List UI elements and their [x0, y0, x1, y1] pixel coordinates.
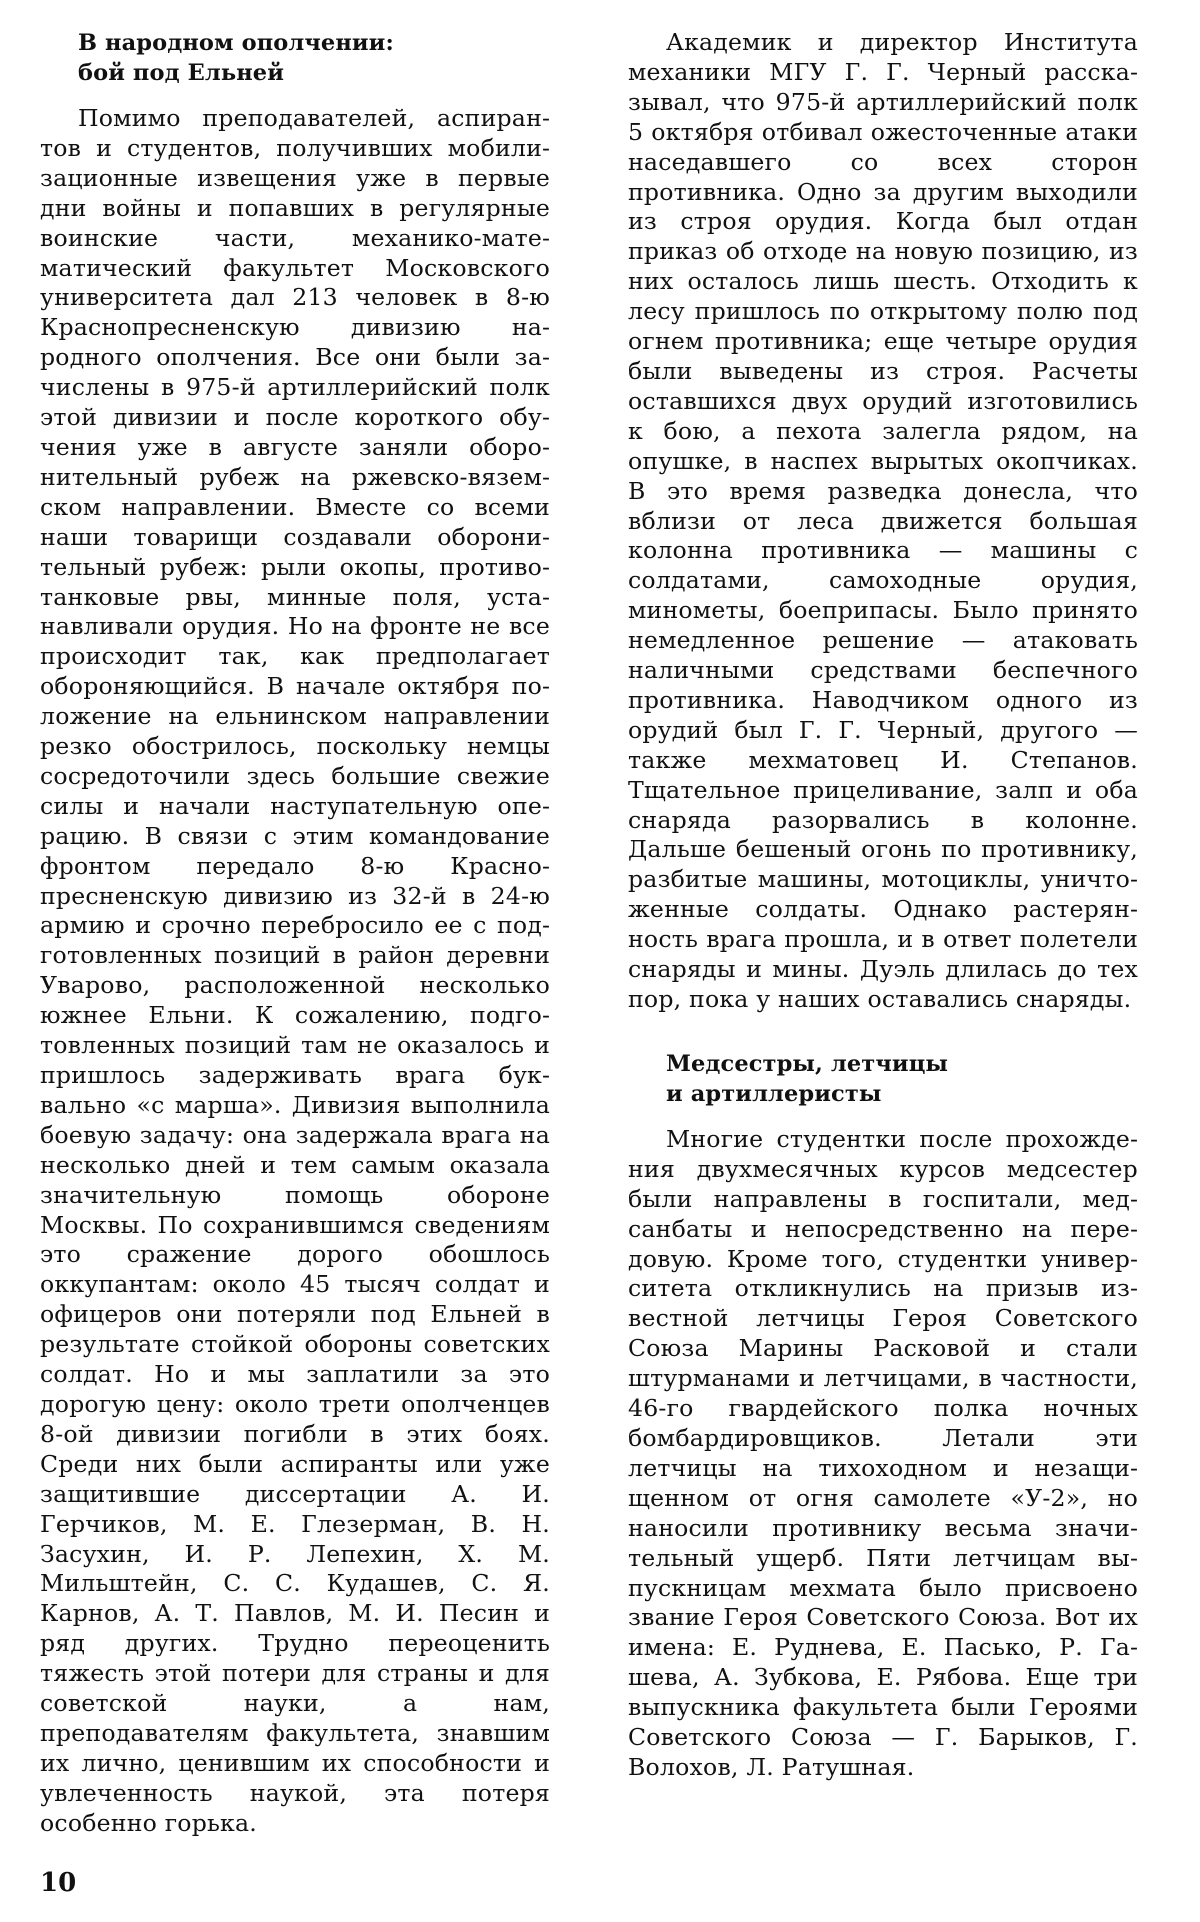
left-column [40, 28, 550, 1839]
paragraph-militia: Помимо преподавателей, аспирантов и студентов, получивших мобилизационные извещения уже в первые дни войны и попавших в регулярные воинские части, механико-математический факультет Московского университета дал 213 человек в 8-ю Краснопресненскую дивизию народного ополчения. Все они были зачислены в 975-й артиллерийский полк этой дивизии и после короткого обучения уже в августе заняли оборонительный рубеж на ржевско-вяземском направлении. Вместе со всеми наши товарищи создавали оборонительный рубеж: рыли окопы, противотанковые рвы, минные поля, устанавливали орудия. Но на фронте не все происходит так, как предполагает обороняющийся. В начале октября положение на ельнинском направлении резко обострилось, поскольку немцы сосредоточили здесь большие свежие силы и начали наступательную операцию. В связи с этим командование фронтом передало 8-ю Краснопресненскую дивизию из 32-й в 24-ю армию и срочно перебросило ее с подготовленных позиций в район деревни Уварово, расположенной несколько южнее Ельни. К сожалению, подготовленных позиций там не оказалось и пришлось задерживать врага буквально «с марша». Дивизия выполнила боевую задачу: она задержала врага на несколько дней и тем самым оказала значительную помощь обороне Москвы. По сохранившимся сведениям это сражение дорого обошлось оккупантам: около 45 тысяч солдат и офицеров они потеряли под Ельней в результате стойкой обороны советских солдат. Но и мы заплатили за это дорогую цену: около трети ополченцев 8-ой дивизии погибли в этих боях. Среди них были аспиранты или уже защитившие диссертации А. И. Герчиков, М. Е. Глезерман, В. Н. Засухин, И. Р. Лепехин, Х. М. Мильштейн, С. С. Кудашев, С. Я. Карнов, А. Т. Павлов, М. И. Песин и ряд других. Трудно переоценить тяжесть этой потери для страны и для советской науки, а нам, преподавателям факультета, знавшим их лично, ценившим их способности и увлеченность наукой, эта потеря особенно горька. [40, 104, 550, 1837]
paragraph-chernyi-account: Академик и директор Института механики МГУ Г. Г. Черный рассказывал, что 975-й артиллерийский полк 5 октября отбивал ожесточенные атаки наседавшего со всех сторон противника. Одно за другим выходили из строя орудия. Когда был отдан приказ об отходе на новую позицию, из них осталось лишь шесть. Отходить к лесу пришлось по открытому полю под огнем противника; еще четыре орудия были выведены из строя. Расчеты оставшихся двух орудий изготовились к бою, а пехота залегла рядом, на опушке, в наспех вырытых окопчиках. В это время разведка донесла, что вблизи от леса движется большая колонна противника — машины с солдатами, самоходные орудия, минометы, боеприпасы. Было принято немедленное решение — атаковать наличными средствами беспечного противника. Наводчиком одного из орудий был Г. Г. Черный, другого — также мехматовец И. Степанов. Тщательное прицеливание, залп и оба снаряда разорвались в колонне. Дальше бешеный огонь по противнику, разбитые машины, мотоциклы, уничтоженные солдаты. Однако растерянность врага прошла, и в ответ полетели снаряды и мины. Дуэль длилась до тех пор, пока у наших оставались снаряды. [628, 28, 1138, 1013]
section-heading-line-1: Медсестры, летчицы [666, 1050, 949, 1077]
page-number: 10 [40, 1868, 77, 1898]
section-heading-nurses-pilots [666, 1049, 1138, 1109]
section-heading-yelnya [78, 28, 550, 88]
section-heading-line-2: бой под Ельней [78, 60, 284, 86]
section-heading-line-2: и артиллеристы [666, 1080, 882, 1107]
section-heading-line-1: В народном ополчении: [78, 30, 394, 56]
paragraph-students-women: Многие студентки после прохождения двухмесячных курсов медсестер были направлены в госпитали, медсанбаты и непосредственно на передовую. Кроме того, студентки университета откликнулись на призыв известной летчицы Героя Советского Союза Марины Расковой и стали штурманами и летчицами, в частности, 46-го гвардейского полка ночных бомбардировщиков. Летали эти летчицы на тихоходном и незащищенном от огня самолете «У-2», но наносили противнику весьма значительный ущерб. Пяти летчицам выпускницам мехмата было присвоено звание Героя Советского Союза. Вот их имена: Е. Руднева, Е. Пасько, Р. Гашева, А. Зубкова, Е. Рябова. Еще три выпускника факультета были Героями Советского Союза — Г. Барыков, Г. Волохов, Л. Ратушная. [628, 1124, 1138, 1781]
right-column [628, 28, 1138, 1783]
